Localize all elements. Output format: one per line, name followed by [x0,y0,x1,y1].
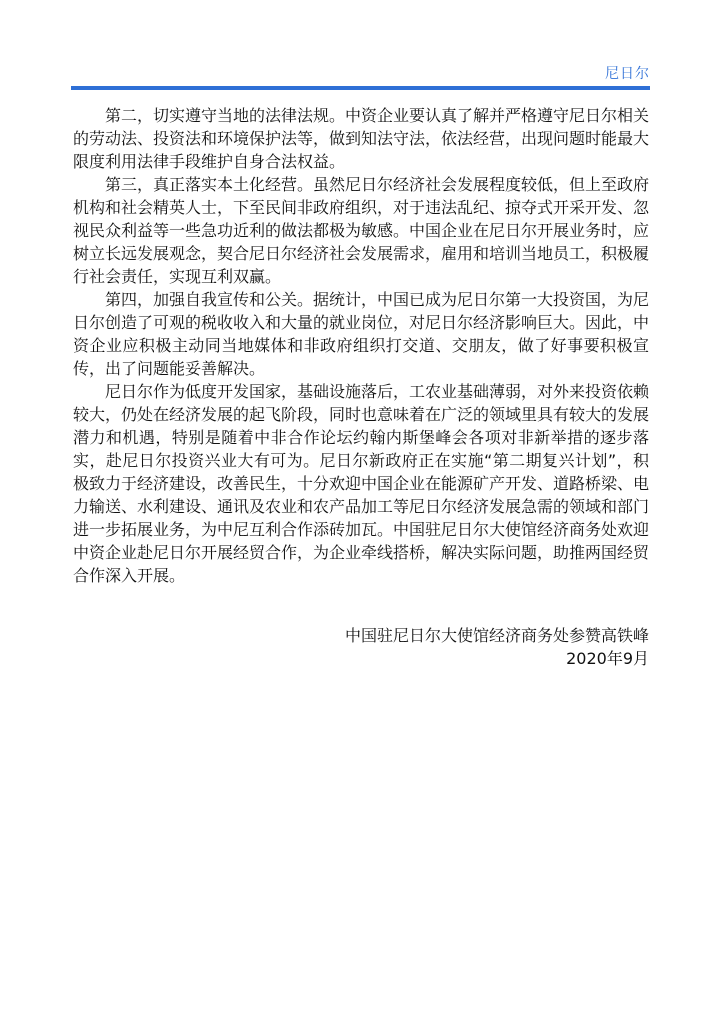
header-divider [71,86,650,90]
paragraph-3: 第三，真正落实本土化经营。虽然尼日尔经济社会发展程度较低，但上至政府机构和社会精英人士，下至民间非政府组织，对于违法乱纪、掠夺式开采开发、忽视民众利益等一些急功近利的做法都极为敏感。中国企业在尼日尔开展业务时，应树立长远发展观念，契合尼日尔经济社会发展需求，雇用和培训当地员工，积极履行社会责任，实现互利双赢。 [73,175,650,286]
signature-block [345,624,649,670]
paragraph-summary: 尼日尔作为低度开发国家，基础设施落后，工农业基础薄弱，对外来投资依赖较大，仍处在经济发展的起飞阶段，同时也意味着在广泛的领域里具有较大的发展潜力和机遇，特别是随着中非合作论坛约翰内斯堡峰会各项对非新举措的逐步落实，赴尼日尔投资兴业大有可为。尼日尔新政府正在实施“第二期复兴计划”，积极致力于经济建设，改善民生，十分欢迎中国企业在能源矿产开发、道路桥梁、电力输送、水利建设、通讯及农业和农产品加工等尼日尔经济发展急需的领域和部门进一步拓展业务，为中尼互利合作添砖加瓦。中国驻尼日尔大使馆经济商务处欢迎中资企业赴尼日尔开展经贸合作，为企业牵线搭桥，解决实际问题，助推两国经贸合作深入开展。 [73,382,650,585]
paragraph-2: 第二，切实遵守当地的法律法规。中资企业要认真了解并严格遵守尼日尔相关的劳动法、投资法和环境保护法等，做到知法守法，依法经营，出现问题时能最大限度利用法律手段维护自身合法权益。 [73,106,650,171]
document-body [73,104,649,587]
page-header-title: 尼日尔 [605,66,650,82]
paragraph-4: 第四，加强自我宣传和公关。据统计，中国已成为尼日尔第一大投资国，为尼日尔创造了可观的税收收入和大量的就业岗位，对尼日尔经济影响巨大。因此，中资企业应积极主动同当地媒体和非政府组织打交道、交朋友，做了好事要积极宣传，出了问题能妥善解决。 [73,290,650,378]
signature-author: 中国驻尼日尔大使馆经济商务处参赞高铁峰 [344,626,649,645]
signature-date: 2020年9月 [566,649,649,668]
